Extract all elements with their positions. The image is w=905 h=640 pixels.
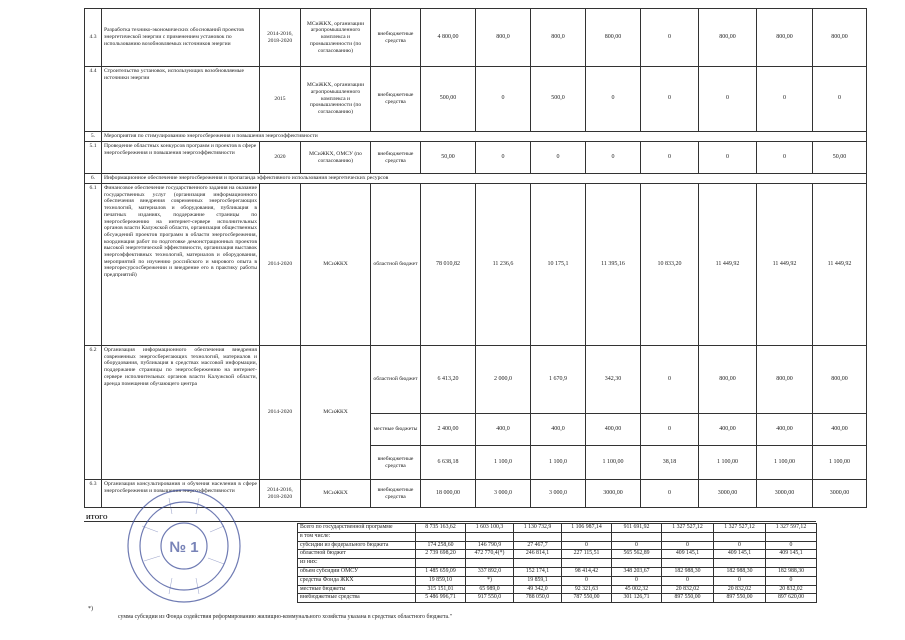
value-2015: 1 670,9	[531, 346, 586, 414]
value-2018: 0	[699, 142, 757, 174]
value-2017: 0	[641, 346, 699, 414]
source: местные бюджеты	[371, 414, 421, 446]
value-total: 78 010,82	[421, 184, 476, 346]
value-2016: 3000,00	[586, 480, 641, 508]
value-2018: 800,00	[699, 9, 757, 67]
totals-value-2015	[514, 532, 562, 541]
table-row	[85, 67, 867, 132]
source: внебюджетные средства	[371, 67, 421, 132]
totals-value-2017	[612, 532, 662, 541]
totals-value-2019: 182 988,30	[714, 567, 766, 576]
period: 2014-2020	[260, 184, 301, 346]
executor: МСиЖКХ	[301, 346, 371, 480]
totals-value-total: 19 859,10	[416, 576, 466, 585]
totals-value-2018: 897 550,00	[662, 594, 714, 603]
section-number: 6.	[85, 174, 102, 184]
totals-value-2015: 246 814,1	[514, 550, 562, 559]
source: областной бюджет	[371, 346, 421, 414]
value-total: 2 400,00	[421, 414, 476, 446]
totals-value-2017: 348 203,67	[612, 567, 662, 576]
table-row	[85, 9, 867, 67]
totals-label: внебюджетные средства	[298, 594, 416, 603]
section-title: Информационное обеспечение энергосбережения и пропаганда эффективного использования энергетических ресурсов	[102, 174, 867, 184]
totals-value-2015	[514, 559, 562, 568]
value-2018: 800,00	[699, 346, 757, 414]
value-2019: 1 100,00	[757, 446, 813, 480]
value-total: 6 413,20	[421, 346, 476, 414]
totals-row	[298, 559, 817, 568]
totals-value-2014: 917 550,0	[466, 594, 514, 603]
totals-value-2019: 0	[714, 576, 766, 585]
source: внебюджетные средства	[371, 446, 421, 480]
totals-value-2017: 911 691,92	[612, 524, 662, 533]
executor: МСиЖКХ, организации агропромышленного комплекса и промышленности (по согласованию)	[301, 9, 371, 67]
value-2016: 342,30	[586, 346, 641, 414]
totals-value-2017	[612, 559, 662, 568]
value-2014: 11 236,6	[476, 184, 531, 346]
totals-value-2019: 0	[714, 541, 766, 550]
totals-value-2020: 897 620,00	[766, 594, 817, 603]
totals-value-total	[416, 532, 466, 541]
totals-row	[298, 541, 817, 550]
totals-value-2019: 20 832,02	[714, 585, 766, 594]
value-2020: 800,00	[813, 346, 867, 414]
measure-name: Строительство установок, использующих возобновляемые источники энергии	[102, 67, 260, 132]
source: внебюджетные средства	[371, 142, 421, 174]
value-2019: 800,00	[757, 9, 813, 67]
totals-value-total: 315 151,01	[416, 585, 466, 594]
value-total: 6 638,18	[421, 446, 476, 480]
totals-value-2015: 49 342,0	[514, 585, 562, 594]
value-2019: 400,00	[757, 414, 813, 446]
footnote-marker: *)	[88, 606, 93, 612]
totals-row	[298, 585, 817, 594]
totals-value-2014: 472 770,4(*)	[466, 550, 514, 559]
value-2018: 3000,00	[699, 480, 757, 508]
value-2015: 800,0	[531, 9, 586, 67]
value-total: 18 000,00	[421, 480, 476, 508]
value-2020: 11 449,92	[813, 184, 867, 346]
row-number: 6.2	[85, 346, 102, 480]
totals-value-2018: 409 145,1	[662, 550, 714, 559]
official-seal	[124, 486, 244, 606]
totals-label: Всего по государственной программе	[298, 524, 416, 533]
value-2014: 800,0	[476, 9, 531, 67]
totals-value-2014	[466, 532, 514, 541]
totals-label: в том числе:	[298, 532, 416, 541]
totals-value-2016: 92 321,63	[562, 585, 612, 594]
value-2020: 800,00	[813, 9, 867, 67]
totals-value-2016: 0	[562, 576, 612, 585]
totals-label: местные бюджеты	[298, 585, 416, 594]
value-2016: 1 100,00	[586, 446, 641, 480]
totals-value-2017: 301 126,71	[612, 594, 662, 603]
totals-value-2015: 788 050,0	[514, 594, 562, 603]
period: 2014-2016, 2018-2020	[260, 9, 301, 67]
totals-value-2016: 227 115,51	[562, 550, 612, 559]
totals-value-2016: 787 550,00	[562, 594, 612, 603]
value-2018: 400,00	[699, 414, 757, 446]
source: внебюджетные средства	[371, 480, 421, 508]
value-2019: 0	[757, 67, 813, 132]
totals-value-2014: 146 790,9	[466, 541, 514, 550]
totals-value-total: 2 739 698,20	[416, 550, 466, 559]
totals-value-2014: 65 989,0	[466, 585, 514, 594]
totals-value-2014	[466, 559, 514, 568]
value-2014: 1 100,0	[476, 446, 531, 480]
source: областной бюджет	[371, 184, 421, 346]
totals-row	[298, 567, 817, 576]
value-2015: 3 000,0	[531, 480, 586, 508]
measure-name: Финансовое обеспечение государственного задания на оказание государственных услуг (организация информационного обеспечения внедрения современных энергосберегающих технологий, материалов и оборудования, публикация в печатных изданиях, поддержание страницы по энергосбережению на интернет-сервере исполнительных органов власти Калужской области, организация общественных обсуждений проектов программ в области энергосбережения, координация работ по подготовке демонстрационных проектов высокой энергетической эффективности, организация выставок энергоэффективных технологий, материалов и оборудования, мероприятий по изучению российского и мирового опыта в энергоресурсосбережении и внедрение его в практику работы предприятий)	[102, 184, 260, 346]
footnote-text: сумма субсидии из Фонда содействия реформированию жилищно-коммунального хозяйства указана в средствах областного бюджета."	[118, 614, 452, 620]
period: 2014-2020	[260, 346, 301, 480]
value-2015: 1 100,0	[531, 446, 586, 480]
value-2014: 400,0	[476, 414, 531, 446]
value-2018: 1 100,00	[699, 446, 757, 480]
row-number: 4.3	[85, 9, 102, 67]
totals-value-2020: 182 988,30	[766, 567, 817, 576]
executor: МСиЖКХ, ОМСУ (по согласованию)	[301, 142, 371, 174]
source: внебюджетные средства	[371, 9, 421, 67]
totals-row	[298, 594, 817, 603]
totals-value-2018	[662, 559, 714, 568]
totals-label: областной бюджет	[298, 550, 416, 559]
totals-label: средства Фонда ЖКХ	[298, 576, 416, 585]
row-number: 6.1	[85, 184, 102, 346]
value-2014: 0	[476, 142, 531, 174]
value-2019: 3000,00	[757, 480, 813, 508]
totals-row	[298, 550, 817, 559]
period: 2015	[260, 67, 301, 132]
executor: МСиЖКХ	[301, 480, 371, 508]
executor: МСиЖКХ, организации агропромышленного комплекса и промышленности (по согласованию)	[301, 67, 371, 132]
measure-name: Организация консультирования и обучения населения в сфере энергосбережения и повышения энергоэффективности	[102, 480, 260, 508]
value-2019: 0	[757, 142, 813, 174]
totals-value-total	[416, 559, 466, 568]
value-2017: 10 833,20	[641, 184, 699, 346]
value-2019: 800,00	[757, 346, 813, 414]
totals-value-2018	[662, 532, 714, 541]
totals-value-2018: 0	[662, 576, 714, 585]
totals-value-2016	[562, 532, 612, 541]
value-2018: 0	[699, 67, 757, 132]
totals-value-2015: 1 130 732,9	[514, 524, 562, 533]
totals-value-2019: 1 327 527,12	[714, 524, 766, 533]
totals-heading: ИТОГО	[86, 515, 108, 521]
value-2014: 3 000,0	[476, 480, 531, 508]
totals-label: субсидии из федерального бюджета	[298, 541, 416, 550]
value-2016: 400,00	[586, 414, 641, 446]
totals-row	[298, 576, 817, 585]
value-2020: 0	[813, 67, 867, 132]
value-total: 500,00	[421, 67, 476, 132]
totals-value-2016: 98 414,42	[562, 567, 612, 576]
totals-label: объем субсидии ОМСУ	[298, 567, 416, 576]
totals-value-2019: 897 550,00	[714, 594, 766, 603]
section-number: 5.	[85, 132, 102, 142]
value-2017: 0	[641, 414, 699, 446]
row-number: 5.1	[85, 142, 102, 174]
value-2020: 1 100,00	[813, 446, 867, 480]
totals-value-2017: 565 562,89	[612, 550, 662, 559]
totals-value-2019	[714, 532, 766, 541]
totals-value-2017: 0	[612, 541, 662, 550]
totals-row	[298, 524, 817, 533]
table-row	[85, 184, 867, 346]
totals-value-total: 8 735 163,62	[416, 524, 466, 533]
value-2014: 0	[476, 67, 531, 132]
measures-table	[84, 8, 867, 508]
section-title: Мероприятия по стимулированию энергосбережения и повышения энергоэффективности	[102, 132, 867, 142]
period: 2020	[260, 142, 301, 174]
value-2020: 3000,00	[813, 480, 867, 508]
totals-value-2020: 0	[766, 576, 817, 585]
value-2017: 0	[641, 142, 699, 174]
table-row	[85, 346, 867, 414]
seal-number: № 1	[169, 539, 199, 556]
totals-value-2020	[766, 559, 817, 568]
totals-value-2014: 337 892,0	[466, 567, 514, 576]
value-2016: 0	[586, 142, 641, 174]
totals-value-total: 174 258,60	[416, 541, 466, 550]
totals-value-2020	[766, 532, 817, 541]
value-2015: 10 175,1	[531, 184, 586, 346]
measure-name: Организация информационного обеспечения внедрения современных энергосберегающих технологий, материалов и оборудования, публикация в средствах массовой информации, поддержание страницы по энергосбережению на интернет-сервере исполнительных органов власти Калужской области, аренда помещения обучающего центра	[102, 346, 260, 480]
totals-value-2017: 45 002,32	[612, 585, 662, 594]
value-2014: 2 000,0	[476, 346, 531, 414]
totals-value-2018: 0	[662, 541, 714, 550]
value-2017: 0	[641, 67, 699, 132]
totals-value-total: 5 486 996,71	[416, 594, 466, 603]
totals-value-2020: 20 832,02	[766, 585, 817, 594]
measure-name: Разработка технико-экономических обоснований проектов энергетической энергии с применением установок по использованию возобновляемых источников энергии	[102, 9, 260, 67]
totals-value-2020: 1 327 597,12	[766, 524, 817, 533]
value-2016: 800,00	[586, 9, 641, 67]
row-number: 6.3	[85, 480, 102, 508]
totals-value-2015: 19 859,1	[514, 576, 562, 585]
totals-value-2018: 182 988,30	[662, 567, 714, 576]
totals-value-2017: 0	[612, 576, 662, 585]
totals-value-2018: 20 832,02	[662, 585, 714, 594]
value-2015: 0	[531, 142, 586, 174]
totals-table	[297, 523, 817, 603]
totals-value-2014: *)	[466, 576, 514, 585]
totals-value-2015: 27 467,7	[514, 541, 562, 550]
value-2019: 11 449,92	[757, 184, 813, 346]
section-row	[85, 132, 867, 142]
totals-value-2019	[714, 559, 766, 568]
value-2017: 0	[641, 9, 699, 67]
totals-value-2016: 1 106 987,14	[562, 524, 612, 533]
executor: МСиЖКХ	[301, 184, 371, 346]
value-total: 50,00	[421, 142, 476, 174]
totals-value-2020: 0	[766, 541, 817, 550]
totals-value-2016: 0	[562, 541, 612, 550]
table-row	[85, 142, 867, 174]
row-number: 4.4	[85, 67, 102, 132]
value-2016: 0	[586, 67, 641, 132]
totals-value-total: 1 485 659,09	[416, 567, 466, 576]
totals-value-2018: 1 327 527,12	[662, 524, 714, 533]
value-2018: 11 449,92	[699, 184, 757, 346]
value-2017: 38,18	[641, 446, 699, 480]
value-total: 4 800,00	[421, 9, 476, 67]
totals-value-2016	[562, 559, 612, 568]
totals-row	[298, 532, 817, 541]
totals-value-2019: 409 145,1	[714, 550, 766, 559]
value-2020: 400,00	[813, 414, 867, 446]
value-2020: 50,00	[813, 142, 867, 174]
value-2015: 400,0	[531, 414, 586, 446]
value-2015: 500,0	[531, 67, 586, 132]
totals-value-2014: 1 603 100,3	[466, 524, 514, 533]
period: 2014-2016, 2018-2020	[260, 480, 301, 508]
totals-value-2015: 152 174,1	[514, 567, 562, 576]
totals-label: из них:	[298, 559, 416, 568]
measure-name: Проведение областных конкурсов программ и проектов в сфере энергосбережения и повышения энергоэффективности	[102, 142, 260, 174]
section-row	[85, 174, 867, 184]
value-2016: 11 395,16	[586, 184, 641, 346]
value-2017: 0	[641, 480, 699, 508]
totals-value-2020: 409 145,1	[766, 550, 817, 559]
